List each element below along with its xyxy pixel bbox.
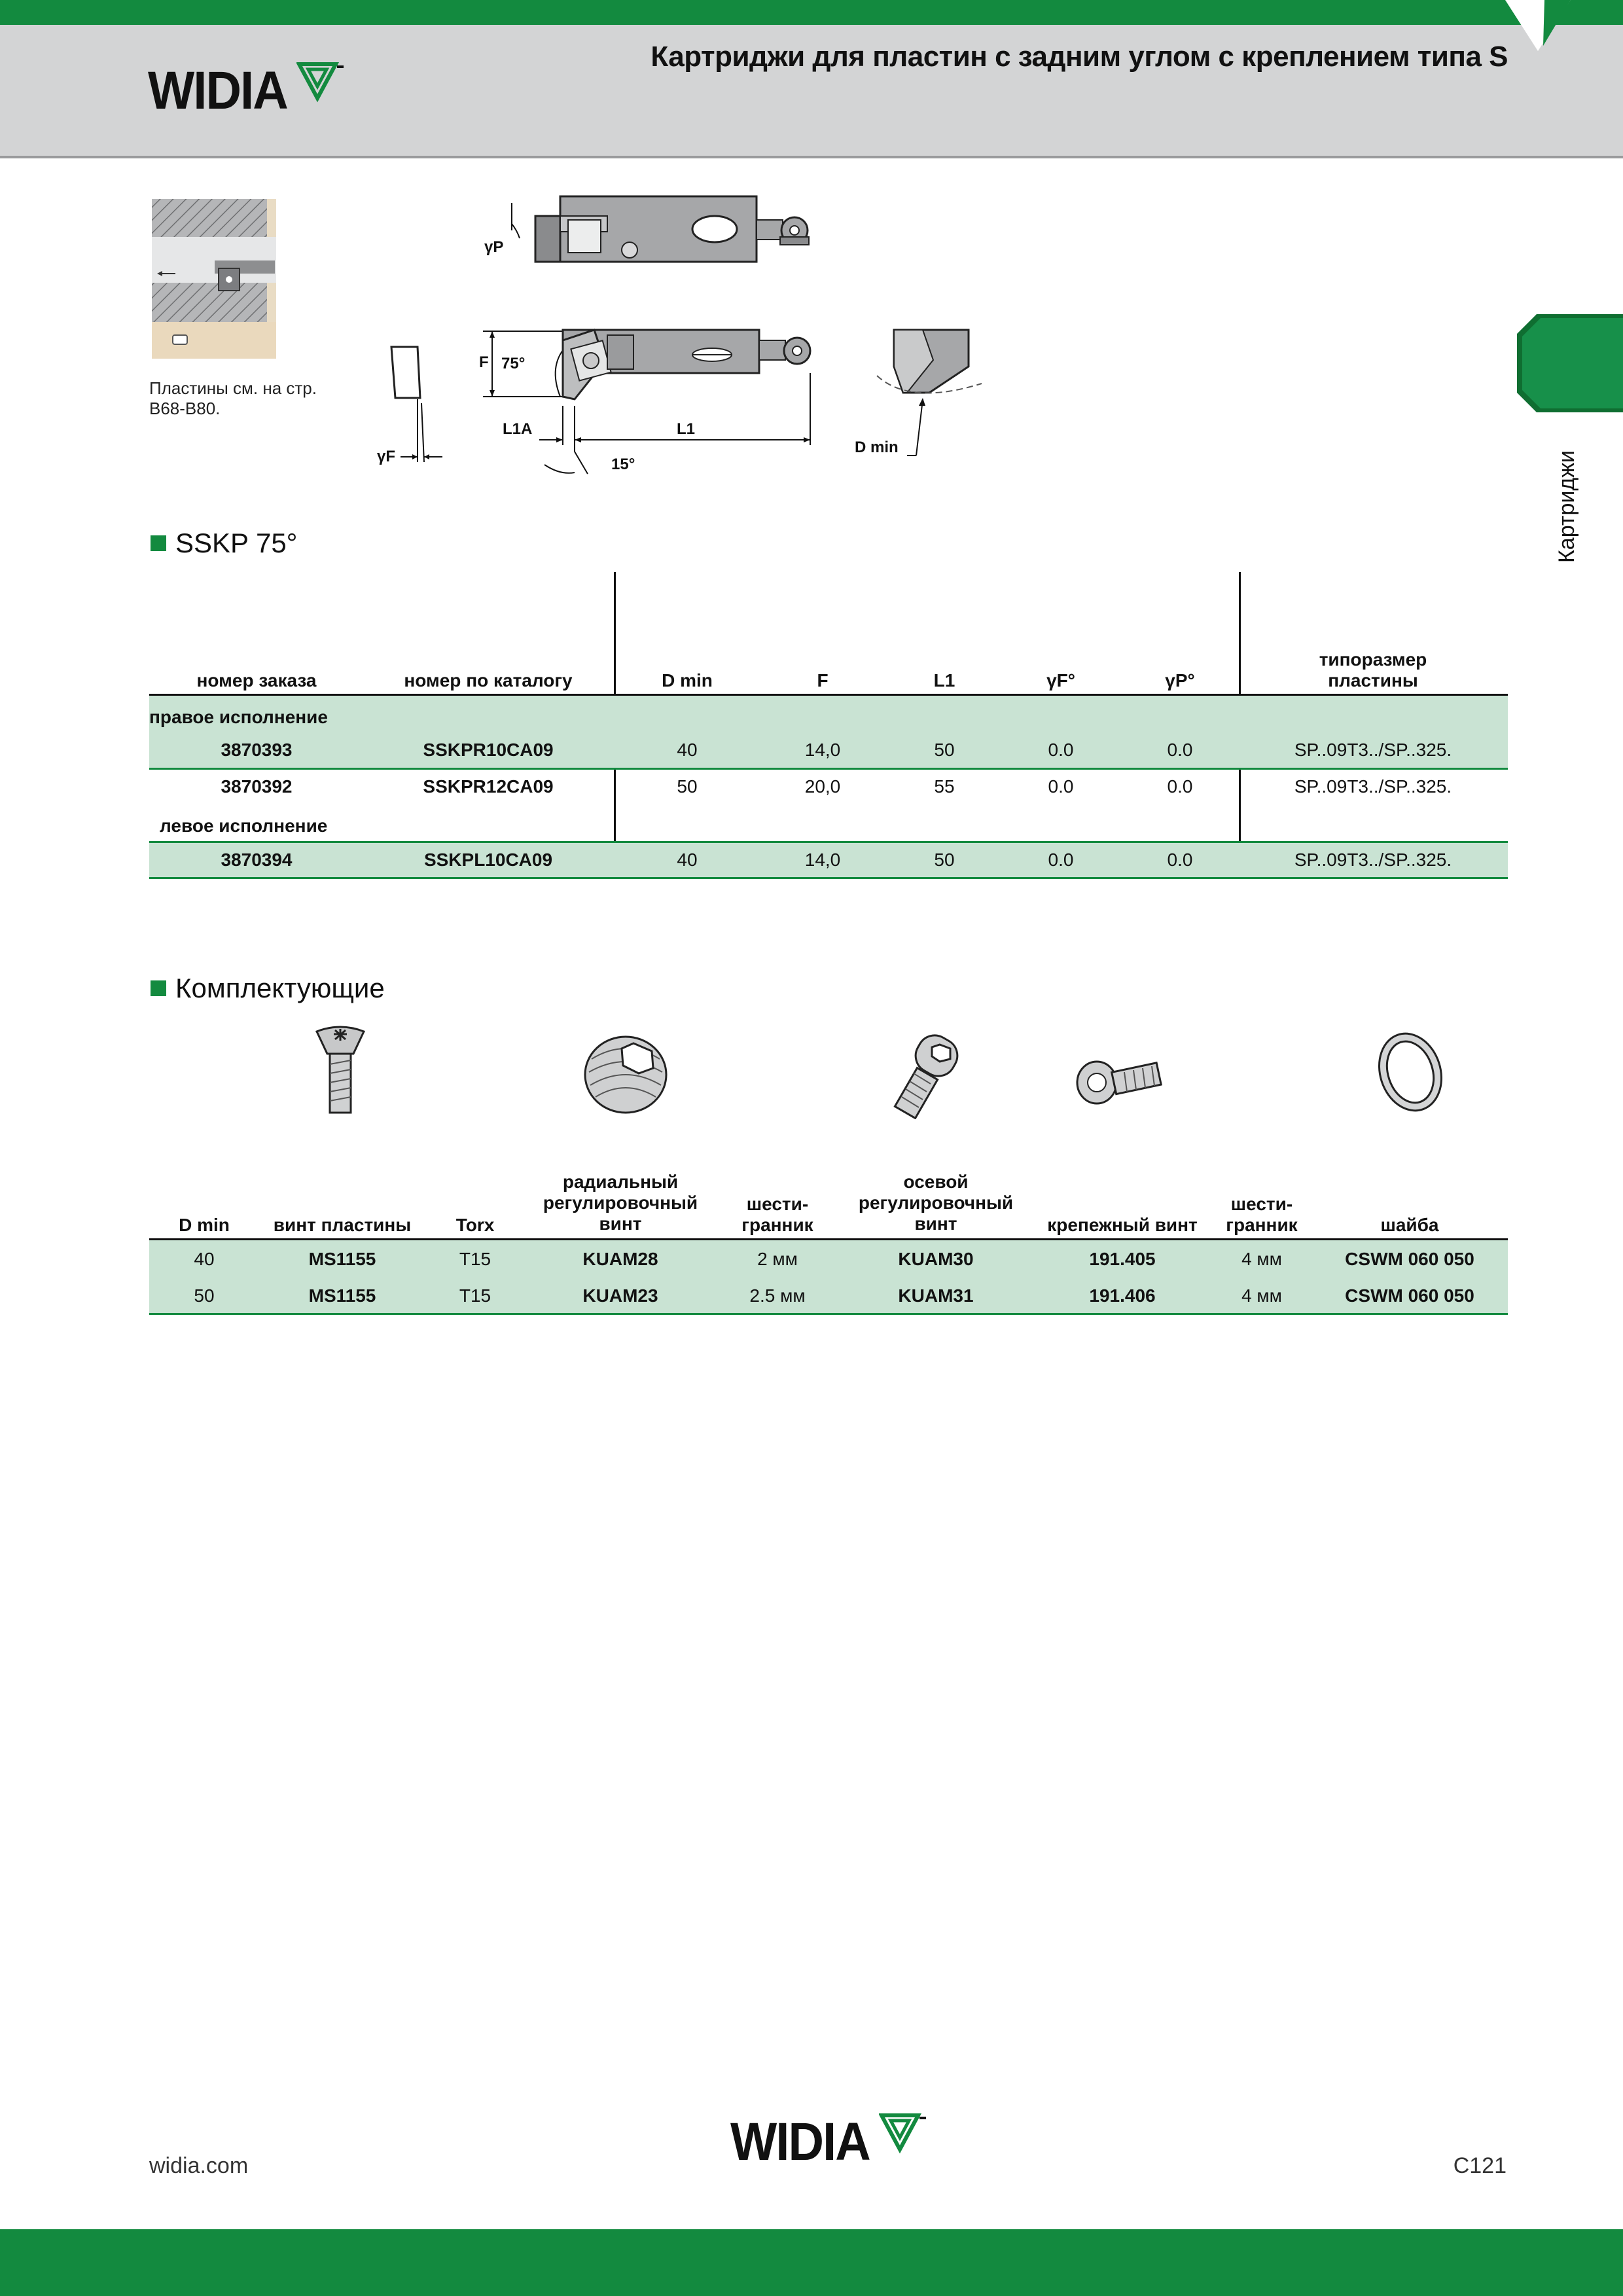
- section-title-text: SSKP 75°: [175, 528, 298, 558]
- gamma-f-label: γF: [377, 448, 396, 465]
- t2-row2-axial: KUAM31: [898, 1285, 974, 1306]
- t1-row2-insert: SP..09T3../SP..325.: [1294, 776, 1452, 797]
- t1-rule-green-1: [149, 768, 1508, 770]
- t1-row1-f: 14,0: [804, 740, 841, 760]
- t2-header-hex2: [1226, 1194, 1297, 1236]
- t1-row1-gamma-f: 0.0: [1048, 740, 1074, 760]
- t1-row1-order: 3870393: [221, 740, 293, 760]
- t2-row1-hex2: 4 мм: [1241, 1249, 1282, 1269]
- side-tab-label: Картриджи: [1554, 450, 1579, 563]
- t1-header-order: номер заказа: [196, 670, 317, 691]
- t1-header-insert: [1319, 649, 1427, 691]
- t1-row3-order: 3870394: [221, 850, 293, 870]
- t1-rule-green-3: [149, 877, 1508, 879]
- radial-adjusting-screw-icon: [576, 1025, 674, 1123]
- t1-header-insert-line1: типоразмер: [1319, 649, 1427, 670]
- t1-row1-l1: 50: [934, 740, 955, 760]
- t2-header-hex1-line2: гранник: [741, 1215, 813, 1235]
- t2-header-insert-screw: винт пластины: [273, 1215, 412, 1235]
- t2-row1-clamp-screw: 191.405: [1089, 1249, 1156, 1269]
- t1-row1-catalog: SSKPR10CA09: [423, 740, 554, 760]
- side-tab-label-box: [1554, 432, 1594, 563]
- top-green-bar: [0, 0, 1623, 25]
- t1-header-gamma-p: γP°: [1165, 670, 1195, 691]
- t2-row2-hex2: 4 мм: [1241, 1285, 1282, 1306]
- section-title-text: Комплектующие: [175, 973, 385, 1003]
- t2-row1-hex1: 2 мм: [757, 1249, 798, 1269]
- insert-note-line-2: B68-B80.: [149, 399, 221, 418]
- t2-header-hex1: [741, 1194, 813, 1236]
- washer-icon: [1374, 1028, 1446, 1117]
- t1-row2-gamma-f: 0.0: [1048, 776, 1074, 797]
- t2-row1-axial: KUAM30: [898, 1249, 974, 1269]
- t2-header-radial-line2: регулировочный: [543, 1193, 698, 1213]
- bore-section-drawing: [149, 196, 280, 361]
- t2-row2-hex1: 2.5 мм: [749, 1285, 806, 1306]
- t2-header-radial-line3: винт: [599, 1213, 642, 1234]
- t1-group-label-right: правое исполнение: [149, 707, 328, 727]
- t1-row2-order: 3870392: [221, 776, 293, 797]
- t2-row2-torx: T15: [459, 1285, 491, 1306]
- t1-rule-green-2: [149, 841, 1508, 843]
- t1-row2-catalog: SSKPR12CA09: [423, 776, 554, 797]
- t2-header-axial-line3: винт: [914, 1213, 957, 1234]
- widia-triangle-icon: [879, 2111, 926, 2155]
- insert-note-line-1: Пластины см. на стр.: [149, 378, 317, 398]
- bottom-green-bar: [0, 2229, 1623, 2296]
- t2-row1-radial: KUAM28: [582, 1249, 658, 1269]
- t2-header-hex1-line1: шести-: [746, 1194, 809, 1214]
- brand-wordmark-footer: WIDIA: [730, 2112, 870, 2172]
- t1-row3-gamma-f: 0.0: [1048, 850, 1074, 870]
- t2-row1-dmin: 40: [194, 1249, 215, 1269]
- t2-row2-insert-screw: MS1155: [308, 1285, 376, 1306]
- t2-row1-torx: T15: [459, 1249, 491, 1269]
- angle-15-label: 15°: [611, 456, 635, 473]
- t1-row3-f: 14,0: [804, 850, 841, 870]
- corner-triangle-icon: [1505, 0, 1571, 52]
- t1-row2-dmin: 50: [677, 776, 698, 797]
- brand-wordmark: WIDIA: [148, 61, 287, 120]
- t2-header-radial: [543, 1172, 698, 1234]
- cartridge-top-view-drawing: [476, 190, 817, 281]
- t1-row3-dmin: 40: [677, 850, 698, 870]
- t1-row3-gamma-p: 0.0: [1167, 850, 1193, 870]
- t2-header-axial-line1: осевой: [903, 1172, 969, 1192]
- t1-row1-insert: SP..09T3../SP..325.: [1294, 740, 1452, 760]
- t1-row3-insert: SP..09T3../SP..325.: [1294, 850, 1452, 870]
- t2-row1-insert-screw: MS1155: [308, 1249, 376, 1269]
- section-bullet-icon: [151, 980, 166, 996]
- section-bullet-icon: [151, 535, 166, 551]
- cartridge-side-view-drawing: [476, 321, 830, 478]
- angle-75-label: 75°: [501, 355, 526, 372]
- t1-row1-dmin: 40: [677, 740, 698, 760]
- t2-header-radial-line1: радиальный: [562, 1172, 679, 1192]
- t2-header-torx: Torx: [455, 1215, 495, 1235]
- t2-row2-clamp-screw: 191.406: [1089, 1285, 1156, 1306]
- t2-header-axial: [859, 1172, 1013, 1234]
- t2-header-clamp-screw: крепежный винт: [1047, 1215, 1198, 1235]
- section-title-accessories: [151, 973, 385, 1004]
- t2-header-hex2-line2: гранник: [1226, 1215, 1298, 1235]
- t1-header-insert-line2: пластины: [1328, 670, 1418, 691]
- t2-row1-washer: CSWM 060 050: [1345, 1249, 1474, 1269]
- gamma-p-label: γP: [484, 238, 504, 256]
- t2-header-dmin: D min: [179, 1215, 230, 1235]
- section-title-sskp: [151, 528, 297, 559]
- widia-triangle-icon: [296, 60, 344, 103]
- t1-row3-l1: 50: [934, 850, 955, 870]
- t2-row2-radial: KUAM23: [582, 1285, 658, 1306]
- t1-header-f: F: [817, 670, 829, 691]
- widia-logo-bottom: [730, 2111, 926, 2172]
- t1-row2-l1: 55: [934, 776, 955, 797]
- l1a-dim-label: L1A: [503, 420, 533, 438]
- t1-row2-gamma-p: 0.0: [1167, 776, 1193, 797]
- t2-header-axial-line2: регулировочный: [858, 1193, 1014, 1213]
- clamping-screw-icon: [1073, 1050, 1165, 1109]
- page-number: C121: [1453, 2153, 1507, 2178]
- l1-dim-label: L1: [677, 420, 696, 438]
- t1-row3-catalog: SSKPL10CA09: [423, 850, 553, 870]
- t2-header-hex2-line1: шести-: [1230, 1194, 1293, 1214]
- t1-header-catalog: номер по каталогу: [404, 670, 573, 691]
- t2-row2-dmin: 50: [194, 1285, 215, 1306]
- t2-row2-washer: CSWM 060 050: [1345, 1285, 1474, 1306]
- t1-row1-gamma-p: 0.0: [1167, 740, 1193, 760]
- f-dim-label: F: [479, 353, 489, 371]
- t1-row2-f: 20,0: [804, 776, 841, 797]
- t1-header-gamma-f: γF°: [1046, 670, 1075, 691]
- insert-reference-note: [149, 378, 317, 419]
- dmin-drawing-label: D min: [855, 439, 899, 456]
- side-tab-icon[interactable]: [1517, 314, 1623, 412]
- t1-group-label-left: левое исполнение: [160, 816, 328, 836]
- t2-bottom-rule: [149, 1313, 1508, 1315]
- t2-header-washer: шайба: [1380, 1215, 1439, 1235]
- insert-screw-icon: [314, 1025, 366, 1117]
- widia-logo-top: [148, 60, 344, 118]
- page-title: Картриджи для пластин с задним углом с креплением типа S: [651, 41, 1508, 73]
- t1-header-dmin: D min: [662, 670, 713, 691]
- footer-url-link[interactable]: widia.com: [149, 2153, 249, 2178]
- t1-header-l1: L1: [933, 670, 955, 691]
- axial-adjusting-screw-icon: [890, 1028, 982, 1119]
